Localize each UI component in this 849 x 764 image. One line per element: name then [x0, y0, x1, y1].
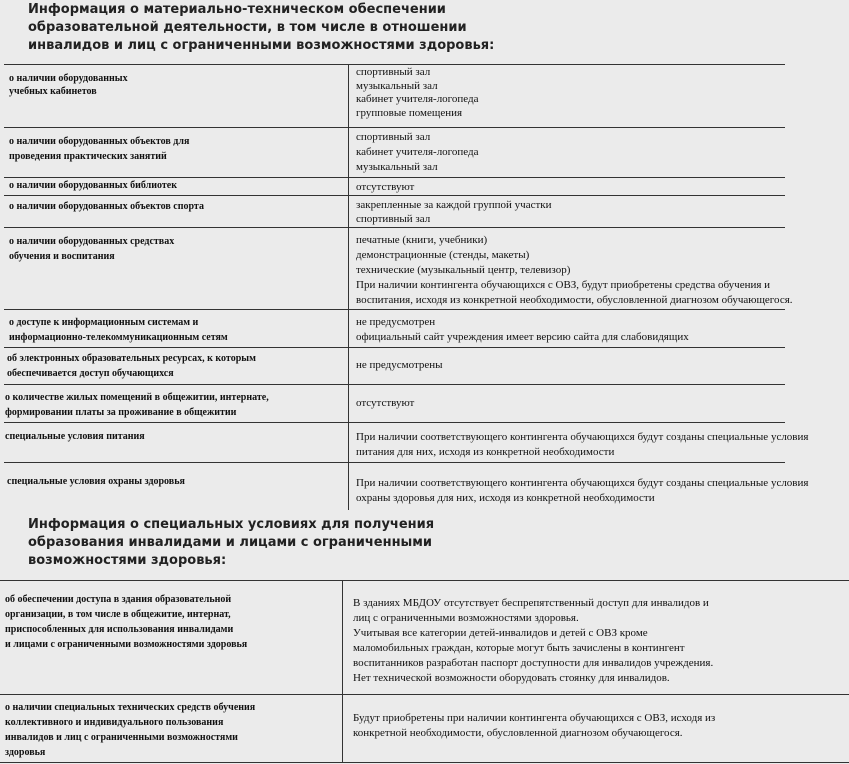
table-divider — [4, 227, 785, 228]
table-divider — [4, 64, 785, 65]
row-value-technical-aids: Будут приобретены при наличии контингента обучающихся с ОВЗ, исходя из конкретной необходимости, обусловленной диагнозом обучающегося. — [353, 712, 716, 739]
table-column-divider — [342, 580, 343, 763]
row-value-teaching-aids: печатные (книги, учебники) демонстрационные (стенды, макеты) технические (музыкальный центр, телевизор) При наличии контингента обучающихся с ОВЗ, будут приобретены средства обучения и воспитания, исходя из конкретной необходимости, обусловленной диагнозом обучающегося. — [356, 234, 793, 306]
row-label-information-systems: о доступе к информационным системам и информационно-телекоммуникационным сетям — [9, 317, 228, 343]
row-value-special-nutrition: При наличии соответствующего контингента обучающихся будут созданы специальные условия питания для них, исходя из конкретной необходимости — [356, 431, 809, 458]
row-label-dormitory: о количестве жилых помещений в общежитии, интернате, формировании платы за проживание в общежитии — [5, 392, 269, 418]
heading-line: Информация о материально-техническом обеспечении — [28, 2, 446, 17]
table-divider — [4, 195, 785, 196]
row-value-information-systems: не предусмотрен официальный сайт учреждения имеет версию сайта для слабовидящих — [356, 316, 689, 343]
row-label-electronic-resources: об электронных образовательных ресурсах, к которым обеспечивается доступ обучающихся — [7, 353, 256, 379]
row-value-libraries: отсутствуют — [356, 181, 415, 193]
table-divider — [4, 347, 785, 348]
table-column-divider — [348, 64, 349, 510]
row-label-special-nutrition: специальные условия питания — [5, 431, 145, 442]
row-label-practical-facilities: о наличии оборудованных объектов для проведения практических занятий — [9, 136, 190, 162]
table-divider — [4, 309, 785, 310]
row-value-dormitory: отсутствуют — [356, 397, 415, 409]
section-title-material-support — [28, 1, 494, 55]
table-divider — [4, 177, 785, 178]
row-label-health-protection: специальные условия охраны здоровья — [7, 476, 185, 487]
row-value-health-protection: При наличии соответствующего контингента обучающихся будут созданы специальные условия охраны здоровья для них, исходя из конкретной необходимости — [356, 477, 809, 504]
heading-line: Информация о специальных условиях для получения — [28, 517, 435, 532]
heading-line: образования инвалидами и лицами с ограниченными — [28, 535, 433, 550]
row-value-classrooms: спортивный зал музыкальный зал кабинет учителя-логопеда групповые помещения — [356, 66, 479, 119]
heading-line: возможностями здоровья: — [28, 553, 227, 568]
row-label-sports-facilities: о наличии оборудованных объектов спорта — [9, 201, 204, 212]
row-value-sports-facilities: закрепленные за каждой группой участки спортивный зал — [356, 199, 552, 225]
section-title-special-conditions — [28, 516, 434, 570]
heading-line: инвалидов и лиц с ограниченными возможностями здоровья: — [28, 38, 495, 53]
row-label-building-access: об обеспечении доступа в здания образовательной организации, в том числе в общежитие, интернат, приспособленных для использования инвалидами и лицами с ограниченными возможностями здоровья — [5, 594, 248, 650]
table-divider — [4, 127, 785, 128]
row-label-teaching-aids: о наличии оборудованных средствах обучения и воспитания — [9, 236, 175, 262]
row-label-libraries: о наличии оборудованных библиотек — [9, 180, 177, 191]
row-label-technical-aids: о наличии специальных технических средств обучения коллективного и индивидуального пользования инвалидов и лиц с ограниченными возможностями здоровья — [5, 702, 256, 758]
table-divider — [0, 694, 849, 695]
table-divider — [4, 384, 785, 385]
heading-line: образовательной деятельности, в том числе в отношении — [28, 20, 467, 35]
row-label-classrooms: о наличии оборудованных учебных кабинетов — [9, 73, 128, 97]
table-divider — [0, 762, 849, 763]
row-value-building-access: В зданиях МБДОУ отсутствует беспрепятственный доступ для инвалидов и лиц с ограниченными возможностями здоровья. Учитывая все категории детей-инвалидов и детей с ОВЗ кроме маломобильных граждан, которые могут быть зачислены в контингент воспитанников разработан паспорт доступности для инвалидов учреждения. Нет технической возможности оборудовать стоянку для инвалидов. — [353, 597, 714, 684]
table-divider — [0, 580, 849, 581]
table-divider — [4, 462, 785, 463]
row-value-electronic-resources: не предусмотрены — [356, 359, 443, 371]
table-divider — [4, 422, 785, 423]
row-value-practical-facilities: спортивный зал кабинет учителя-логопеда музыкальный зал — [356, 131, 479, 173]
